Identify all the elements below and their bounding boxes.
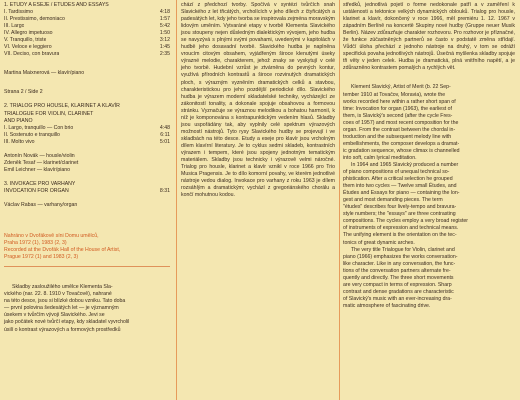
text-line: like character. Like in any conversation, the func- xyxy=(343,260,456,267)
text-line: "études" describes four lively-tempo and bravura- xyxy=(343,204,457,211)
text-line: vického (nar. 22. 8. 1910 v Tovačově), nahrané xyxy=(4,291,112,298)
text-line: coes of 1957) and most recent composition for the xyxy=(343,119,459,126)
text-line: tions of the conversation partners alternate fre- xyxy=(343,267,451,274)
track-duration: 6:11 xyxy=(160,131,170,138)
track-duration: 4:48 xyxy=(159,124,170,131)
column-divider xyxy=(176,0,177,400)
text-line: tember 1910 at Tovačov, Moravia), wrote the xyxy=(343,91,446,98)
text-line: of Slavický's music with an ever-increasing dra- xyxy=(343,295,452,302)
column-divider xyxy=(339,0,340,400)
track-duration: 2:35 xyxy=(159,51,170,58)
track-title: I. Tardissimo xyxy=(4,9,34,16)
track-duration xyxy=(166,181,170,188)
liner-notes-cz-start xyxy=(4,284,170,333)
text-line: troduction and the subsequent melody line with xyxy=(343,133,452,140)
recording-note-line: Recorded at the Dvořák Hall of the House of Artist, xyxy=(4,247,121,254)
liner-notes-en xyxy=(343,84,515,310)
text-line: style numbers; the "essays" are three contrasting xyxy=(343,211,456,218)
text-line: them, is Slavický's second (after the cycle Fres- xyxy=(343,112,453,119)
recording-note-line: Praha 1972 (1), 1983 (2, 3) xyxy=(4,240,67,247)
track-row xyxy=(4,139,170,146)
text-line: matic atmosphere of fascinating drive. xyxy=(343,302,431,309)
text-line: úsilí o kontrast výrazových a formových prostředků xyxy=(4,326,121,333)
performer-credit: Zdeněk Tesař — klarinet/clarinet xyxy=(4,159,79,166)
track-title: III. Molto vivo xyxy=(4,138,35,145)
text-line: are very compact in terms of expression. Sharp xyxy=(343,281,452,288)
track-duration: 1:57 xyxy=(159,16,170,23)
recording-note-line: Prague 1972 (1) and 1983 (2, 3) xyxy=(4,254,79,261)
track-title: I. Largo, tranquillo — Con brio xyxy=(4,124,74,131)
track-row xyxy=(4,37,170,44)
text-line: Skladby zasloužilého umělce Klementa Sla- xyxy=(12,284,113,291)
text-line: contrast and dense gradations are characteristic xyxy=(343,288,454,295)
performer-credit: Martina Maixnerová — klavír/piano xyxy=(4,70,85,77)
text-line: embellishments, the composer develops a dramat- xyxy=(343,140,460,147)
text-line: of instruments of expression and technical means. xyxy=(343,225,459,232)
track-row xyxy=(4,23,170,30)
text-line: Études and Essays for piano — containing the lon- xyxy=(343,190,460,197)
recording-note-line: Nahráno v Dvořákově síni Domu umělců, xyxy=(4,233,99,240)
text-line: Klement Slavický, Artist of Merit (b. 22 Sep- xyxy=(351,84,451,91)
track-row xyxy=(4,188,170,195)
track-row xyxy=(4,132,170,139)
track-duration: 4:18 xyxy=(159,9,170,16)
liner-notes-paragraph: chází z předchozí tvorby. Spočívá v syntézi tvůrčích snah Slavického z let třicátých, vrcholících v jeho dílech z čtyřicátých a padesátých let, kdy jeho tvorba se inspirovala zejména moravským lidovým uměním. Vytvaráné etapy v tvorbě Klementa Slavického jsou stoupeny nejen důsledným dialektickým vývojem, jeho hudba se navyzývá s plnými svými povahami, uvedenými v kapitolách v hudbě jeho dosavadní tvorbě. Slavického hudba je naplněna vroucím citovým obsahem, vyjádřeným široce klenutými úseky výrazné melodie, charakterem, jehož znaky se vyskytují v celé jeho tvorbě. Hudební vzrůst je ztvárněna do pevných kontur, využívá přírodních kontrastů a široce rozvinutých dramatických ploch, s výrazným vyzněním dramatických celků a stavbou, charakteristickou pro jeho pozdější periodické dílo. Slavického hudba je výrazem moderní skladatelské techniky, vycházející ze zákonitostí tonality, a dokonale spojuje obsahovou a formovou stránku. Vyznačuje se výraznou melodikou a bohatou harmonií, k níž je komponována s kontrapunktickým vedením hlasů. Skladby jsou uspořádány tak, aby vyplnily celé spektrum výrazových možností nástrojů. Tyto rysy Slavického hudby se projevují i ve skladbách na této desce. Etudy a eseje pro klavír jsou vrcholným dílem klavírní literatury. Je to cyklus sedmi skladeb, kontrastních výrazem i tempem, které jsou spojeny jednotným tematickým materiálem. Skladby jsou technicky i výrazově velmi náročné. Trialog pro housle, klarinet a klavír vznikl v roce 1966 pro Trio Musica Pragensis. Je to dílo komorní povahy, ve kterém jednotlivé nástroje vedou dialog. Invokace pro varhany z roku 1963 je dílem rozsáhlým a dramatickým; vychází z gregoriánského chorálu a končí mohutnou kodou. xyxy=(181,2,335,199)
liner-notes-paragraph: středků, jednotlivá pojetí o forme nedokonale patří a v zaměření k ustálenosti a tektonice velkých dynamických oblouků. Trialog pro housle, klarinet a klavír, dokončený v roce 1966, měl premiéru 1. 12. 1967 v západním Berlíně na koncertě Skupiny nové hudby (Gruppe neuer Musik Berlin). Název zdůrazňuje charakter rozhovoru. Pro rozhovor je příznačné, že funkce zúčastněných partnerů se často v podstatě změna střídají. Vůdčí úloha přechází z jednoho nástroje na druhý, v tom se odráží specifická povaha jednotlivých nástrojů. Úsečná myšlenka skladby spojuje tři věty v jeden celek. Hudba je dramatická, plná vnitřního napětí, a je zdůrazněno kontrastem pomalých a rychlých vět. xyxy=(343,2,515,72)
track-title: III. Largo xyxy=(4,23,25,30)
track-duration: 5:01 xyxy=(159,138,170,145)
track-duration: 3:12 xyxy=(159,37,170,44)
divider xyxy=(4,266,170,267)
track-row xyxy=(4,181,170,188)
text-line: compositions. The cycles employ a very broad register xyxy=(343,218,469,225)
liner-notes-cz-column xyxy=(181,0,335,199)
recording-note xyxy=(4,233,170,261)
text-line: time: Invocation for organ (1963), the earliest of xyxy=(343,105,452,112)
text-line: quently and directly. The three short movements xyxy=(343,274,454,281)
performer-credit: Emil Leichner — klavír/piano xyxy=(4,166,71,173)
track-row xyxy=(4,30,170,37)
liner-notes-mixed-column xyxy=(343,0,515,310)
text-line: works recorded here within a rather short span of xyxy=(343,98,456,105)
text-line: of piano compositions of unequal technical so- xyxy=(343,169,450,176)
text-line: ic gradation sequence, whose climax is channelled xyxy=(343,147,460,154)
track-row xyxy=(4,51,170,58)
work-title-en: TRIALOGUE FOR VIOLIN, CLARINET xyxy=(4,110,94,117)
text-line: úsekem v tvůrčím vývoji Slavického. Jevi se xyxy=(4,312,105,319)
text-line: into soft, calm lyrical meditation. xyxy=(343,154,417,161)
track-row xyxy=(4,2,170,9)
text-line: them into two cycles — Twelve small Études, and xyxy=(343,183,457,190)
track-row xyxy=(4,44,170,51)
text-line: organ. From the contrast between the chordal in- xyxy=(343,126,456,133)
track-listing-column xyxy=(4,0,170,334)
track-title: II. Sostenuto e tranquillo xyxy=(4,131,60,138)
text-line: na této desce, jsou si blízké dobou vzniku. Tato doba xyxy=(4,298,126,305)
track-duration: 5:42 xyxy=(159,23,170,30)
text-line: In 1964 and 1965 Slavický produced a number xyxy=(351,161,459,168)
performer-credit: Václav Rabas — varhany/organ xyxy=(4,201,78,208)
track-title: VII. Deciso, con bravura xyxy=(4,51,60,58)
text-line: — první polovina šedesátých let — je významným xyxy=(4,305,119,312)
side-label: Strana 2 / Side 2 xyxy=(4,89,43,96)
work-title: 2. TRIALOG PRO HOUSLE, KLARINET A KLAVÍR xyxy=(4,103,120,110)
track-row xyxy=(4,9,170,16)
track-row xyxy=(4,16,170,23)
work-title-en: INVOCATION FOR ORGAN xyxy=(4,187,69,194)
track-title: VI. Veloce e leggiero xyxy=(4,44,52,51)
work-title-en: AND PIANO xyxy=(4,117,33,124)
track-title: 1. ETUDY A ESEJE / ÉTUDES AND ESSAYS xyxy=(4,2,109,8)
track-duration xyxy=(166,2,170,9)
track-title: IV. Allegro impetuoso xyxy=(4,30,53,37)
track-duration: 1:50 xyxy=(159,30,170,37)
track-row xyxy=(4,125,170,132)
performer-credit: Antonín Novák — housle/violin xyxy=(4,152,75,159)
text-line: gest and most demanding pieces. The term xyxy=(343,197,443,204)
text-line: piano (1966) emphasizes the works conversation- xyxy=(343,253,458,260)
track-duration: 8:31 xyxy=(159,187,170,194)
track-duration: 1:45 xyxy=(159,44,170,51)
text-line: The unifying element is the orientation on the tec- xyxy=(343,232,457,239)
text-line: phistication. After a critical selection he grouped xyxy=(343,176,453,183)
text-line: jako počátek nové tvůrčí etapy, kdy skladatel vyvrcholil xyxy=(4,319,130,326)
text-line: The very title Trialogue for Violin, clarinet and xyxy=(351,246,455,253)
work-title: 3. INVOKACE PRO VARHANY xyxy=(4,180,76,187)
track-title: V. Tranquillo, triste xyxy=(4,37,47,44)
text-line: tonics of great dynamic arches. xyxy=(343,239,415,246)
track-title: II. Prestissimo, demoniaco xyxy=(4,16,65,23)
